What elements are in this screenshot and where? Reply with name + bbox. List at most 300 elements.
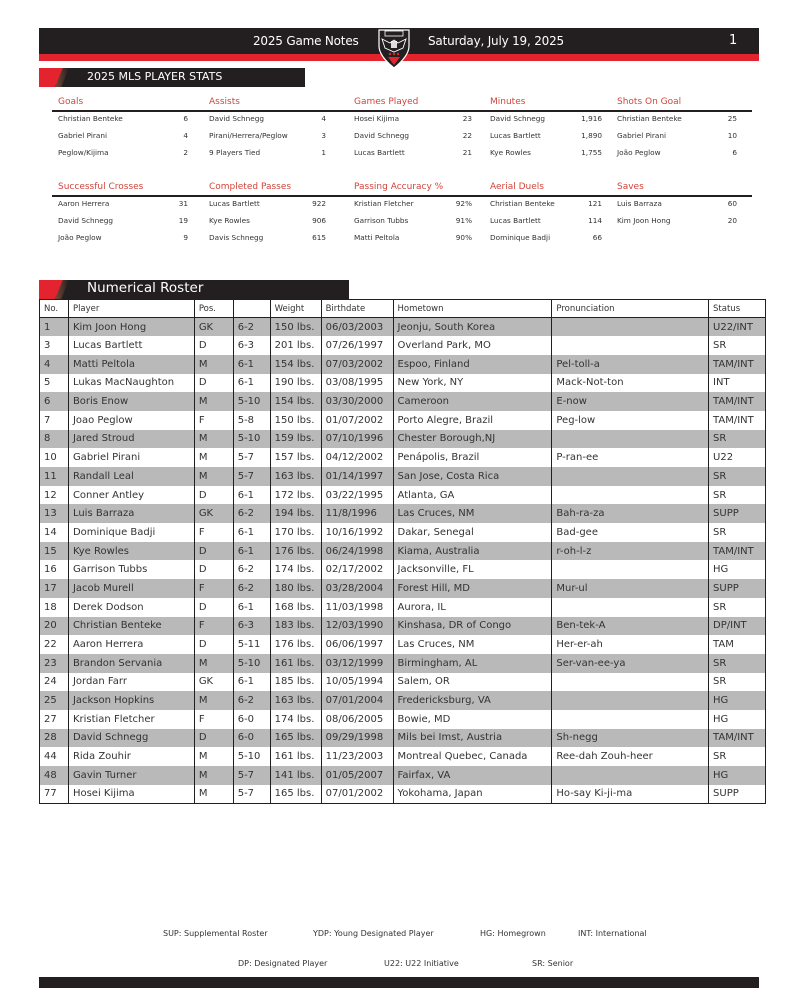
stat-category-label: Saves [617,182,644,192]
roster-section-banner [39,280,349,299]
cell-pronunciation [552,318,709,337]
column-header-pronunciation: Pronunciation [552,300,709,318]
stat-value: 922 [312,199,326,208]
roster-row [40,785,766,804]
cell-weight: 161 lbs. [270,654,321,673]
cell-height: 6-3 [233,336,270,355]
stat-value: 6 [732,148,737,157]
roster-row [40,691,766,710]
cell-hometown: Overland Park, MO [393,336,552,355]
cell-status: TAM/INT [709,392,766,411]
cell-player: Boris Enow [68,392,194,411]
cell-weight: 163 lbs. [270,467,321,486]
header-title: 2025 Game Notes [253,34,359,48]
stat-value: 23 [462,114,472,123]
cell-status: U22/INT [709,318,766,337]
cell-birthdate: 03/30/2000 [321,392,393,411]
stat-value: 90% [455,233,472,242]
cell-number: 4 [40,355,69,374]
cell-pronunciation: Ben-tek-A [552,617,709,636]
stat-player-name: Christian Benteke [617,114,682,123]
cell-birthdate: 01/05/2007 [321,766,393,785]
stat-value: 1,890 [581,131,602,140]
stat-value: 21 [462,148,472,157]
stat-value: 91% [455,216,472,225]
cell-height: 6-2 [233,579,270,598]
cell-pronunciation: Ho-say Ki-ji-ma [552,785,709,804]
page-number: 1 [729,33,738,48]
cell-pronunciation [552,560,709,579]
cell-number: 48 [40,766,69,785]
cell-position: GK [194,673,233,692]
roster-row [40,430,766,449]
stat-value: 22 [462,131,472,140]
cell-number: 11 [40,467,69,486]
stat-category-label: Goals [58,97,84,107]
stat-player-name: Christian Benteke [58,114,123,123]
cell-position: M [194,691,233,710]
cell-position: F [194,411,233,430]
cell-weight: 176 lbs. [270,635,321,654]
cell-position: D [194,542,233,561]
roster-row [40,486,766,505]
stats-group-1 [52,93,752,163]
cell-status: SR [709,523,766,542]
stat-value: 1 [321,148,326,157]
cell-height: 6-3 [233,617,270,636]
stat-player-name: Matti Peltola [354,233,400,242]
roster-row [40,729,766,748]
stat-player-name: Christian Benteke [490,199,555,208]
cell-status: INT [709,374,766,393]
cell-position: F [194,579,233,598]
cell-status: SUPP [709,785,766,804]
cell-position: GK [194,318,233,337]
cell-player: Luis Barraza [68,504,194,523]
cell-player: Matti Peltola [68,355,194,374]
cell-height: 5-7 [233,766,270,785]
cell-height: 6-1 [233,673,270,692]
cell-birthdate: 08/06/2005 [321,710,393,729]
column-header-hometown: Hometown [393,300,552,318]
stat-player-name: Kim Joon Hong [617,216,671,225]
stat-player-name: Hosei Kijima [354,114,400,123]
cell-birthdate: 06/24/1998 [321,542,393,561]
cell-birthdate: 09/29/1998 [321,729,393,748]
cell-position: M [194,392,233,411]
cell-number: 10 [40,448,69,467]
cell-weight: 185 lbs. [270,673,321,692]
cell-hometown: Chester Borough,NJ [393,430,552,449]
cell-player: Garrison Tubbs [68,560,194,579]
cell-status: TAM/INT [709,355,766,374]
stat-category-label: Assists [209,97,240,107]
cell-height: 6-1 [233,374,270,393]
cell-weight: 154 lbs. [270,392,321,411]
cell-number: 24 [40,673,69,692]
cell-position: M [194,766,233,785]
cell-birthdate: 03/22/1995 [321,486,393,505]
cell-height: 6-2 [233,691,270,710]
cell-player: Lucas Bartlett [68,336,194,355]
stat-player-name: Kristian Fletcher [354,199,414,208]
cell-status: SUPP [709,504,766,523]
cell-position: M [194,785,233,804]
cell-position: M [194,654,233,673]
cell-hometown: Mils bei Imst, Austria [393,729,552,748]
cell-player: Kim Joon Hong [68,318,194,337]
cell-number: 18 [40,598,69,617]
cell-number: 12 [40,486,69,505]
cell-number: 77 [40,785,69,804]
column-header-weight: Weight [270,300,321,318]
cell-weight: 159 lbs. [270,430,321,449]
roster-row [40,504,766,523]
roster-row [40,579,766,598]
cell-pronunciation: r-oh-l-z [552,542,709,561]
cell-weight: 176 lbs. [270,542,321,561]
cell-hometown: Espoo, Finland [393,355,552,374]
cell-status: TAM/INT [709,542,766,561]
cell-number: 5 [40,374,69,393]
cell-status: SR [709,336,766,355]
cell-height: 5-7 [233,467,270,486]
stat-category-label: Successful Crosses [58,182,144,192]
cell-pronunciation: P-ran-ee [552,448,709,467]
cell-number: 1 [40,318,69,337]
legend-hg: HG: Homegrown [480,929,546,938]
cell-birthdate: 01/14/1997 [321,467,393,486]
legend-int: INT: International [578,929,647,938]
stat-player-name: João Peglow [617,148,661,157]
cell-weight: 190 lbs. [270,374,321,393]
stat-category-label: Games Played [354,97,419,107]
cell-pronunciation [552,766,709,785]
cell-pronunciation [552,467,709,486]
cell-player: Brandon Servania [68,654,194,673]
cell-pronunciation: Peg-low [552,411,709,430]
cell-position: D [194,729,233,748]
cell-position: M [194,355,233,374]
cell-status: SR [709,654,766,673]
stat-player-name: Dominique Badji [490,233,551,242]
roster-row [40,374,766,393]
cell-number: 22 [40,635,69,654]
cell-number: 17 [40,579,69,598]
cell-height: 5-10 [233,747,270,766]
cell-position: D [194,336,233,355]
roster-row [40,448,766,467]
roster-row [40,635,766,654]
stat-category-label: Completed Passes [209,182,292,192]
stat-player-name: João Peglow [58,233,102,242]
cell-birthdate: 12/03/1990 [321,617,393,636]
cell-player: Kye Rowles [68,542,194,561]
cell-number: 6 [40,392,69,411]
stat-value: 615 [312,233,326,242]
cell-height: 5-8 [233,411,270,430]
cell-player: Gavin Turner [68,766,194,785]
cell-pronunciation [552,673,709,692]
cell-position: D [194,635,233,654]
cell-weight: 150 lbs. [270,318,321,337]
cell-hometown: Jacksonville, FL [393,560,552,579]
stat-category-label: Aerial Duels [490,182,544,192]
cell-hometown: Dakar, Senegal [393,523,552,542]
stat-player-name: Kye Rowles [490,148,531,157]
cell-pronunciation: Pel-toll-a [552,355,709,374]
stat-player-name: Gabriel Pirani [58,131,108,140]
dc-united-crest-icon [376,26,412,70]
stat-value: 121 [588,199,602,208]
cell-hometown: Birmingham, AL [393,654,552,673]
stat-player-name: Luis Barraza [617,199,662,208]
cell-number: 23 [40,654,69,673]
cell-weight: 174 lbs. [270,710,321,729]
cell-pronunciation: Her-er-ah [552,635,709,654]
stat-value: 4 [183,131,188,140]
cell-status: DP/INT [709,617,766,636]
cell-pronunciation: Mur-ul [552,579,709,598]
cell-player: Jackson Hopkins [68,691,194,710]
cell-weight: 141 lbs. [270,766,321,785]
cell-hometown: Atlanta, GA [393,486,552,505]
cell-height: 6-2 [233,318,270,337]
cell-player: Dominique Badji [68,523,194,542]
cell-number: 27 [40,710,69,729]
cell-birthdate: 07/10/1996 [321,430,393,449]
cell-status: HG [709,560,766,579]
cell-pronunciation: E-now [552,392,709,411]
legend-sup: SUP: Supplemental Roster [163,929,268,938]
cell-birthdate: 07/03/2002 [321,355,393,374]
cell-birthdate: 04/12/2002 [321,448,393,467]
roster-row [40,766,766,785]
roster-row [40,355,766,374]
roster-body [40,318,766,804]
cell-pronunciation: Ser-van-ee-ya [552,654,709,673]
cell-hometown: Montreal Quebec, Canada [393,747,552,766]
cell-pronunciation: Bad-gee [552,523,709,542]
cell-status: TAM/INT [709,411,766,430]
stat-player-name: David Schnegg [490,114,546,123]
cell-position: M [194,747,233,766]
cell-weight: 168 lbs. [270,598,321,617]
cell-birthdate: 03/12/1999 [321,654,393,673]
stat-player-name: Lucas Bartlett [354,148,405,157]
cell-hometown: Fairfax, VA [393,766,552,785]
cell-status: SR [709,673,766,692]
stat-player-name: Peglow/Kijima [58,148,109,157]
column-header-number: No. [40,300,69,318]
cell-number: 15 [40,542,69,561]
cell-weight: 163 lbs. [270,691,321,710]
cell-hometown: Yokohama, Japan [393,785,552,804]
cell-hometown: Kinshasa, DR of Congo [393,617,552,636]
cell-height: 5-7 [233,448,270,467]
cell-hometown: Aurora, IL [393,598,552,617]
stat-player-name: David Schnegg [209,114,265,123]
stat-value: 19 [178,216,188,225]
roster-row [40,710,766,729]
roster-row [40,654,766,673]
cell-number: 20 [40,617,69,636]
cell-number: 8 [40,430,69,449]
cell-weight: 183 lbs. [270,617,321,636]
stat-player-name: Kye Rowles [209,216,250,225]
stat-player-name: Gabriel Pirani [617,131,667,140]
stats-divider [52,110,752,112]
stat-player-name: David Schnegg [354,131,410,140]
roster-row [40,673,766,692]
stat-player-name: Lucas Bartlett [490,216,541,225]
cell-height: 6-2 [233,560,270,579]
cell-height: 5-10 [233,430,270,449]
legend-dp: DP: Designated Player [238,959,328,968]
roster-row [40,617,766,636]
cell-height: 6-1 [233,542,270,561]
cell-pronunciation [552,430,709,449]
cell-status: SR [709,467,766,486]
cell-birthdate: 10/05/1994 [321,673,393,692]
cell-position: D [194,486,233,505]
cell-birthdate: 03/28/2004 [321,579,393,598]
stat-value: 60 [727,199,737,208]
cell-number: 7 [40,411,69,430]
cell-height: 5-10 [233,392,270,411]
roster-row [40,318,766,337]
cell-pronunciation [552,486,709,505]
roster-row [40,336,766,355]
cell-status: SUPP [709,579,766,598]
cell-player: Derek Dodson [68,598,194,617]
cell-position: F [194,523,233,542]
stat-value: 20 [727,216,737,225]
cell-weight: 174 lbs. [270,560,321,579]
cell-hometown: Bowie, MD [393,710,552,729]
stat-player-name: Pirani/Herrera/Peglow [209,131,288,140]
stat-value: 25 [727,114,737,123]
stat-value: 9 [183,233,188,242]
cell-height: 6-1 [233,486,270,505]
stats-group-2 [52,178,752,248]
cell-weight: 150 lbs. [270,411,321,430]
cell-birthdate: 07/01/2002 [321,785,393,804]
roster-row [40,747,766,766]
cell-birthdate: 03/08/1995 [321,374,393,393]
stat-player-name: Lucas Bartlett [209,199,260,208]
roster-row [40,542,766,561]
cell-hometown: Porto Alegre, Brazil [393,411,552,430]
cell-hometown: Forest Hill, MD [393,579,552,598]
cell-birthdate: 02/17/2002 [321,560,393,579]
cell-height: 5-11 [233,635,270,654]
cell-hometown: Cameroon [393,392,552,411]
cell-height: 6-0 [233,729,270,748]
cell-height: 6-1 [233,355,270,374]
cell-weight: 161 lbs. [270,747,321,766]
cell-status: SR [709,430,766,449]
cell-hometown: Las Cruces, NM [393,635,552,654]
cell-player: Hosei Kijima [68,785,194,804]
cell-birthdate: 11/23/2003 [321,747,393,766]
roster-table [39,299,766,804]
cell-status: TAM [709,635,766,654]
cell-player: Randall Leal [68,467,194,486]
cell-position: M [194,430,233,449]
cell-birthdate: 07/26/1997 [321,336,393,355]
cell-status: HG [709,766,766,785]
stats-divider [52,195,752,197]
cell-number: 44 [40,747,69,766]
cell-hometown: Kiama, Australia [393,542,552,561]
cell-weight: 170 lbs. [270,523,321,542]
cell-player: Conner Antley [68,486,194,505]
stat-value: 1,916 [581,114,602,123]
cell-birthdate: 01/07/2002 [321,411,393,430]
cell-birthdate: 07/01/2004 [321,691,393,710]
cell-player: Lukas MacNaughton [68,374,194,393]
stat-player-name: Lucas Bartlett [490,131,541,140]
cell-position: M [194,467,233,486]
cell-status: SR [709,486,766,505]
cell-weight: 180 lbs. [270,579,321,598]
cell-pronunciation [552,598,709,617]
cell-position: D [194,598,233,617]
cell-weight: 157 lbs. [270,448,321,467]
cell-number: 13 [40,504,69,523]
cell-hometown: New York, NY [393,374,552,393]
cell-position: D [194,374,233,393]
header-date: Saturday, July 19, 2025 [428,34,564,48]
cell-weight: 154 lbs. [270,355,321,374]
column-header-birthdate: Birthdate [321,300,393,318]
cell-height: 6-0 [233,710,270,729]
stat-value: 3 [321,131,326,140]
roster-row [40,392,766,411]
roster-row [40,411,766,430]
stat-category-label: Shots On Goal [617,97,682,107]
cell-player: Christian Benteke [68,617,194,636]
cell-weight: 194 lbs. [270,504,321,523]
cell-weight: 165 lbs. [270,785,321,804]
cell-weight: 165 lbs. [270,729,321,748]
stat-value: 31 [178,199,188,208]
cell-status: TAM/INT [709,729,766,748]
stats-section-banner [39,68,305,87]
cell-position: F [194,710,233,729]
cell-player: Kristian Fletcher [68,710,194,729]
cell-birthdate: 06/03/2003 [321,318,393,337]
cell-number: 14 [40,523,69,542]
stat-player-name: Aaron Herrera [58,199,110,208]
cell-player: Joao Peglow [68,411,194,430]
legend-sr: SR: Senior [532,959,574,968]
cell-pronunciation: Ree-dah Zouh-heer [552,747,709,766]
stat-player-name: David Schnegg [58,216,114,225]
roster-row [40,523,766,542]
cell-position: F [194,617,233,636]
stat-value: 906 [312,216,326,225]
cell-weight: 201 lbs. [270,336,321,355]
cell-weight: 172 lbs. [270,486,321,505]
stat-value: 114 [588,216,602,225]
cell-pronunciation: Sh-negg [552,729,709,748]
cell-pronunciation [552,691,709,710]
cell-pronunciation: Mack-Not-ton [552,374,709,393]
cell-player: Aaron Herrera [68,635,194,654]
stat-value: 66 [592,233,602,242]
